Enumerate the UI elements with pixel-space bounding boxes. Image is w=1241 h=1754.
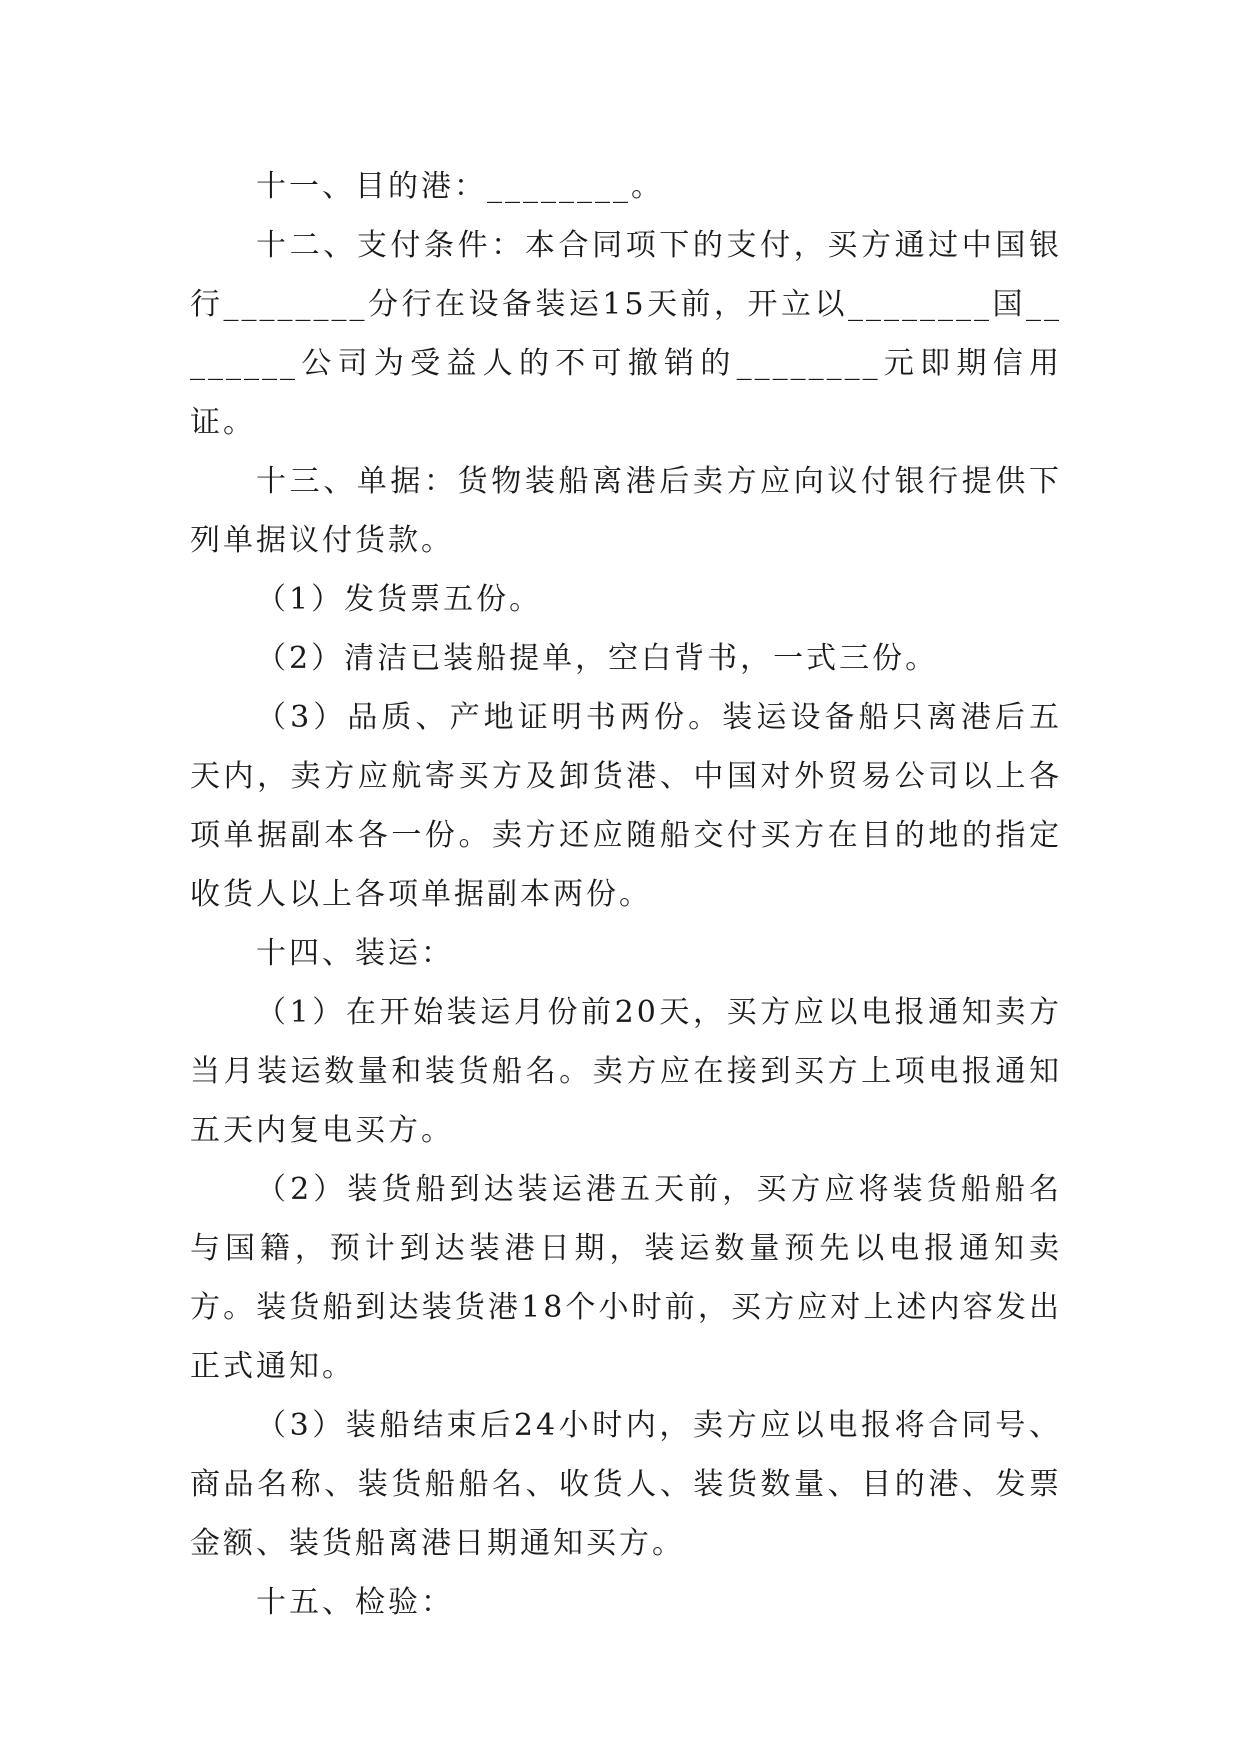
paragraph-payment-terms: 十二、支付条件：本合同项下的支付，买方通过中国银行________分行在设备装运15天前，开立以________国________公司为受益人的不可撤销的________元即期信用证。 — [190, 228, 1062, 440]
paragraph-documents-item-2: （2）清洁已装船提单，空白背书，一式三份。 — [256, 641, 939, 676]
paragraph-documents: 十三、单据：货物装船离港后卖方应向议付银行提供下列单据议付货款。 — [190, 464, 1062, 558]
paragraph-shipment-item-3: （3）装船结束后24小时内，卖方应以电报将合同号、商品名称、装货船船名、收货人、装货数量、目的港、发票金额、装货船离港日期通知买方。 — [190, 1408, 1062, 1561]
paragraph-shipment-item-1: （1）在开始装运月份前20天，买方应以电报通知卖方当月装运数量和装货船名。卖方应在接到买方上项电报通知五天内复电买方。 — [190, 995, 1062, 1148]
paragraph-destination-port: 十一、目的港：________。 — [256, 169, 664, 204]
paragraph-shipment: 十四、装运： — [256, 936, 454, 971]
document-body — [190, 157, 1062, 1632]
paragraph-shipment-item-2: （2）装货船到达装运港五天前，买方应将装货船船名与国籍，预计到达装港日期，装运数量预先以电报通知卖方。装货船到达装货港18个小时前，买方应对上述内容发出正式通知。 — [190, 1172, 1062, 1384]
paragraph-documents-item-1: （1）发货票五份。 — [256, 582, 543, 617]
paragraph-inspection: 十五、检验： — [256, 1585, 454, 1620]
paragraph-documents-item-3: （3）品质、产地证明书两份。装运设备船只离港后五天内，卖方应航寄买方及卸货港、中国对外贸易公司以上各项单据副本各一份。卖方还应随船交付买方在目的地的指定收货人以上各项单据副本两份。 — [190, 700, 1062, 912]
